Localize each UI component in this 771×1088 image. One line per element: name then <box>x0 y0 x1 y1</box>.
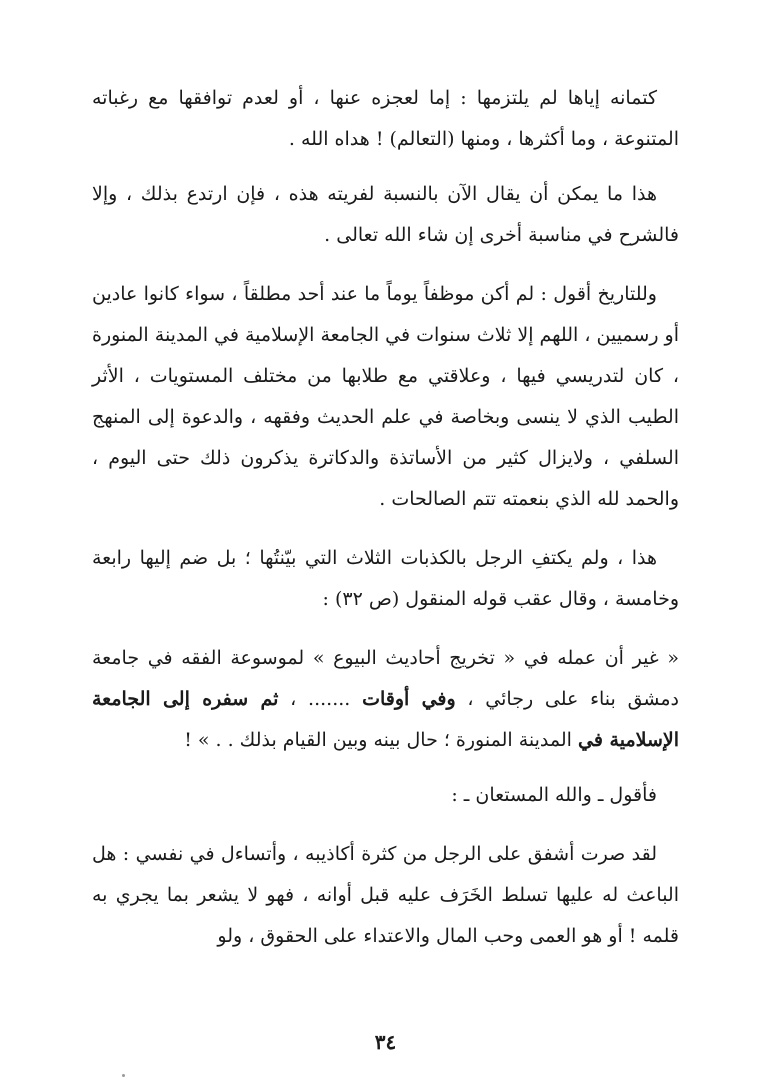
paragraph-3 <box>92 274 679 520</box>
quoted-passage <box>92 638 679 761</box>
scan-speck <box>122 1074 125 1077</box>
quote-text-2: ....... ، <box>278 688 363 710</box>
paragraph-1 <box>92 78 679 160</box>
page-number: ٣٤ <box>374 1030 397 1054</box>
paragraph-3-text: وللتاريخ أقول : لم أكن موظفاً يوماً ما عند أحد مطلقاً ، سواء كانوا عادين أو رسميين ، اللهم إلا ثلاث سنوات في الجامعة الإسلامية في المدينة المنورة ، كان لتدريسي فيها ، وعلاقتي مع طلابها من مختلف المستويات ، الأثر الطيب الذي لا ينسى وبخاصة في علم الحديث وفقهه ، والدعوة إلى المنهج السلفي ، ولايزال كثير من الأساتذة والدكاترة يذكرون ذلك حتى اليوم ، والحمد لله الذي بنعمته تتم الصالحات . <box>91 283 679 510</box>
page-body <box>92 78 679 957</box>
quote-text-3: المدينة المنورة ؛ حال بينه وبين القيام بذلك . . » ! <box>184 729 578 751</box>
paragraph-7 <box>92 834 679 957</box>
paragraph-6-text: فأقول ـ والله المستعان ـ : <box>451 784 657 806</box>
paragraph-7-text: لقد صرت أشفق على الرجل من كثرة أكاذيبه ، وأتساءل في نفسي : هل الباعث له عليها تسلط الخَرَف عليه قبل أوانه ، فهو لا يشعر بما يجري به قلمه ! أو هو العمى وحب المال والاعتداء على الحقوق ، ولو <box>92 843 679 947</box>
paragraph-6 <box>92 775 679 816</box>
paragraph-4 <box>92 538 679 620</box>
paragraph-4-text: هذا ، ولم يكتفِ الرجل بالكذبات الثلاث التي بيّنتُها ؛ بل ضم إليها رابعة وخامسة ، وقال عقب قوله المنقول (ص ٣٢) : <box>92 547 679 610</box>
paragraph-2-text: هذا ما يمكن أن يقال الآن بالنسبة لفريته هذه ، فإن ارتدع بذلك ، وإلا فالشرح في مناسبة أخرى إن شاء الله تعالى . <box>92 183 679 246</box>
paragraph-1-text: كتمانه إياها لم يلتزمها : إما لعجزه عنها ، أو لعدم توافقها مع رغباته المتنوعة ، وما أكثرها ، ومنها (التعالم) ! هداه الله . <box>92 87 679 150</box>
quote-bold-1: وفي أوقات <box>362 688 456 710</box>
paragraph-2 <box>92 174 679 256</box>
quote-bold-2: ثم سفره إلى الجامعة الإسلامية في <box>92 688 679 751</box>
quote-text-1: « غير أن عمله في « تخريج أحاديث البيوع » لموسوعة الفقه في جامعة دمشق بناء على رجائي ، <box>92 647 680 710</box>
